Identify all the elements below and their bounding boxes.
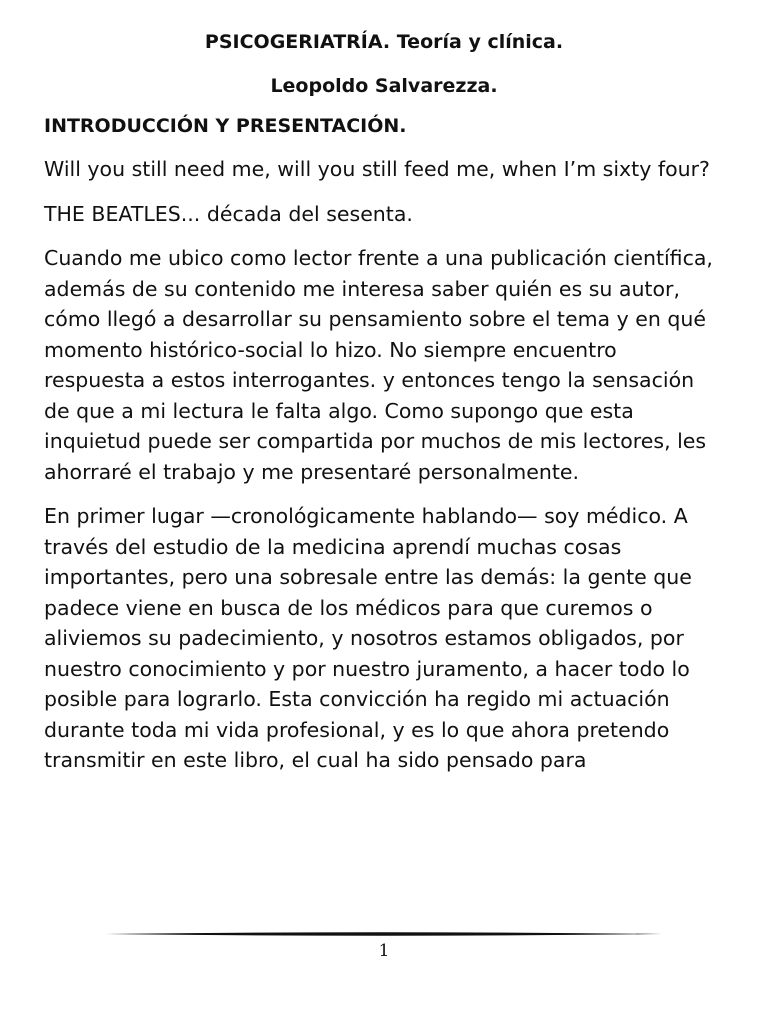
page-number: 1 xyxy=(378,941,390,961)
epigraph-quote: Will you still need me, will you still feed me, when I’m sixty four? xyxy=(44,157,710,181)
book-title: PSICOGERIATRÍA. Teoría y clínica. xyxy=(204,31,564,53)
epigraph-attribution: THE BEATLES... década del sesenta. xyxy=(44,201,413,226)
section-heading: INTRODUCCIÓN Y PRESENTACIÓN. xyxy=(44,115,407,137)
body-paragraph: Cuando me ubico como lector frente a una publicación científica, además de su contenido me interesa saber quién es su autor, cómo llegó a desarrollar su pensamiento sobre el tema y en qué momento histórico-social lo hizo. No siempre encuentro respuesta a estos interrogantes. y entonces tengo la sensación de que a mi lectura le falta algo. Como supongo que esta inquietud puede ser compartida por muchos de mis lectores, les ahorraré el trabajo y me presentaré personalmente. xyxy=(44,246,713,484)
page-footer xyxy=(0,924,768,984)
book-author: Leopoldo Salvarezza. xyxy=(270,75,498,97)
body-paragraph: En primer lugar —cronológicamente hablando— soy médico. A través del estudio de la medicina aprendí muchas cosas importantes, pero una sobresale entre las demás: la gente que padece viene en busca de los médicos para que curemos o aliviemos su padecimiento, y nosotros estamos obligados, por nuestro conocimiento y por nuestro juramento, a hacer todo lo posible para lograrlo. Esta convicción ha regido mi actuación durante toda mi vida profesional, y es lo que ahora pretendo transmitir en este libro, el cual ha sido pensado para xyxy=(44,504,692,772)
footer-divider xyxy=(106,930,662,938)
